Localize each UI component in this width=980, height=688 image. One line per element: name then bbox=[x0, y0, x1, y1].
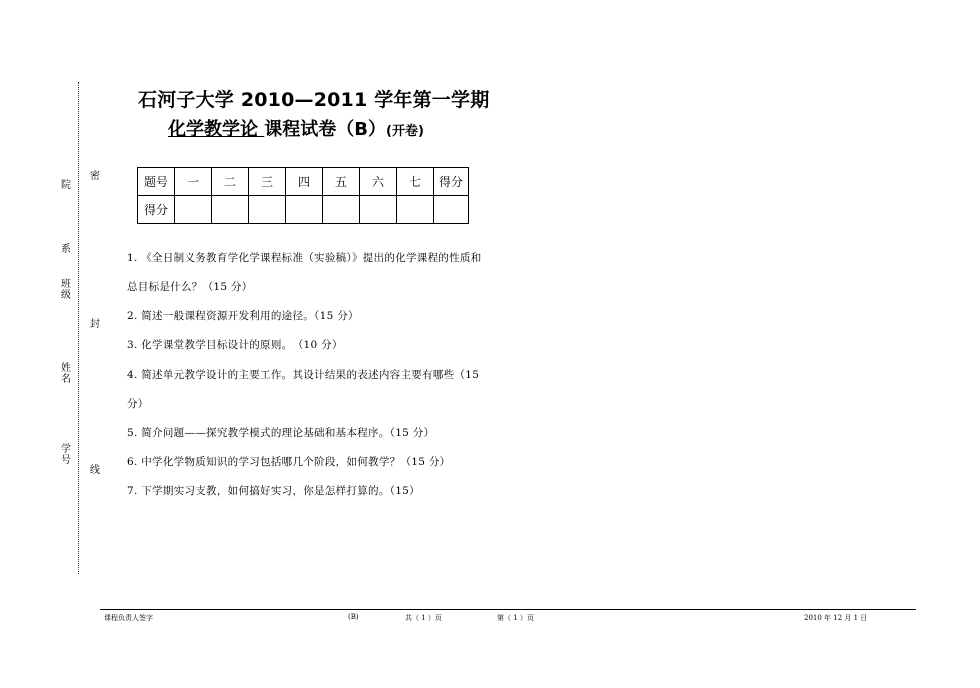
score-cell-empty bbox=[397, 196, 434, 224]
question-1: 1. 《全日制义务教育学化学课程标准（实验稿）》提出的化学课程的性质和 bbox=[127, 252, 482, 264]
label-name: 姓名 bbox=[61, 363, 71, 385]
score-cell-empty bbox=[212, 196, 249, 224]
label-faculty: 系 bbox=[61, 244, 71, 255]
seal-mi: 密 bbox=[90, 171, 100, 182]
score-cell-empty bbox=[175, 196, 212, 224]
score-row-label: 得分 bbox=[138, 196, 175, 224]
course-name: 化学教学论 bbox=[168, 119, 265, 140]
score-cell-empty bbox=[286, 196, 323, 224]
score-cell-empty bbox=[434, 196, 469, 224]
footer-rule bbox=[100, 609, 916, 610]
exam-subtitle bbox=[168, 115, 424, 141]
footer-page-number: 第（ 1 ）页 bbox=[497, 614, 534, 622]
score-header-cell: 六 bbox=[360, 168, 397, 196]
label-department: 院 bbox=[61, 180, 71, 191]
question-4: 4. 简述单元教学设计的主要工作。其设计结果的表述内容主要有哪些（15 bbox=[127, 369, 480, 381]
seal-xian: 线 bbox=[90, 465, 100, 476]
footer-signature: 课程负责人签字 bbox=[104, 614, 153, 622]
score-header-cell: 五 bbox=[323, 168, 360, 196]
footer-version: (B) bbox=[348, 613, 359, 621]
score-header-cell: 七 bbox=[397, 168, 434, 196]
score-header-cell: 二 bbox=[212, 168, 249, 196]
score-header-cell: 得分 bbox=[434, 168, 469, 196]
question-5: 5. 简介问题——探究教学模式的理论基础和基本程序。（15 分） bbox=[127, 427, 435, 439]
footer-total-pages: 共（ 1 ）页 bbox=[405, 614, 442, 622]
question-3: 3. 化学课堂教学目标设计的原则。 （10 分） bbox=[127, 339, 343, 351]
score-cell-empty bbox=[249, 196, 286, 224]
label-student-id: 学号 bbox=[61, 444, 71, 466]
exam-type: (开卷) bbox=[386, 124, 424, 139]
exam-title: 石河子大学 2010—2011 学年第一学期 bbox=[138, 89, 490, 111]
question-4-cont: 分） bbox=[127, 398, 149, 410]
score-table-score-row bbox=[138, 196, 469, 224]
question-7: 7. 下学期实习支教，如何搞好实习，你是怎样打算的。（15） bbox=[127, 485, 420, 497]
score-table bbox=[137, 167, 469, 224]
score-header-cell: 四 bbox=[286, 168, 323, 196]
binding-dotted-line bbox=[78, 82, 79, 574]
score-header-cell: 题号 bbox=[138, 168, 175, 196]
score-header-cell: 一 bbox=[175, 168, 212, 196]
seal-feng: 封 bbox=[90, 319, 100, 330]
footer-date: 2010 年 12 月 1 日 bbox=[804, 614, 868, 622]
question-6: 6. 中学化学物质知识的学习包括哪几个阶段，如何教学？（15 分） bbox=[127, 456, 451, 468]
score-table-header-row bbox=[138, 168, 469, 196]
score-cell-empty bbox=[360, 196, 397, 224]
score-header-cell: 三 bbox=[249, 168, 286, 196]
exam-label: 课程试卷（B） bbox=[264, 119, 387, 140]
question-2: 2. 简述一般课程资源开发利用的途径。（15 分） bbox=[127, 310, 359, 322]
label-class: 班级 bbox=[61, 279, 71, 301]
score-cell-empty bbox=[323, 196, 360, 224]
question-1-cont: 总目标是什么？（15 分） bbox=[127, 281, 253, 293]
